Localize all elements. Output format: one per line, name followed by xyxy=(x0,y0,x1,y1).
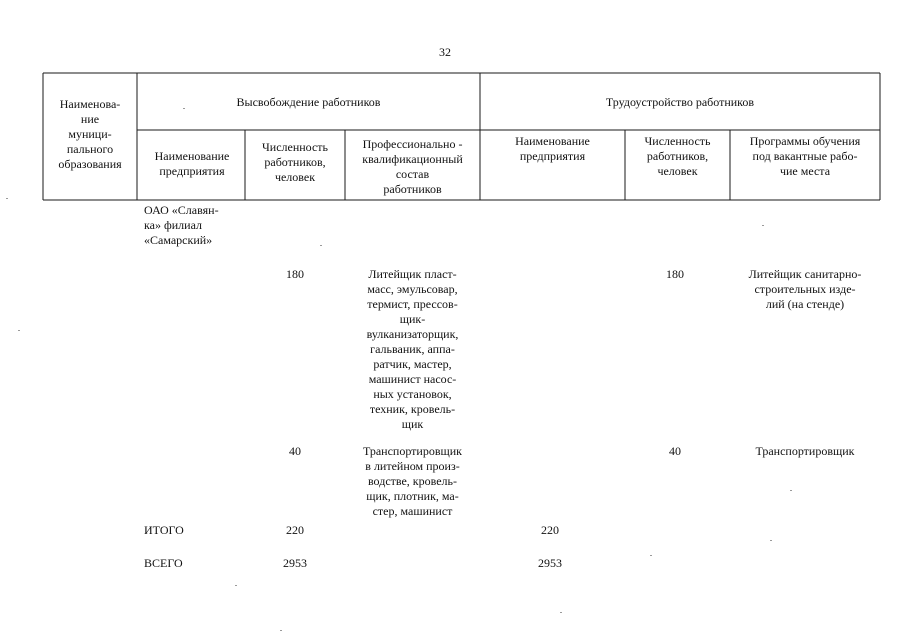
header-release-enterprise: Наименование предприятия xyxy=(154,149,230,178)
total-release-count: 220 xyxy=(286,523,304,537)
page-number: 32 xyxy=(439,45,451,59)
header-employment-program: Программы обучения под вакантные рабо- чие места xyxy=(749,134,861,178)
header-employment-count: Численность работников, человек xyxy=(644,134,711,178)
scan-speck xyxy=(320,245,322,246)
row-enterprise-name: ОАО «Славян- ка» филиал «Самарский» xyxy=(144,203,219,247)
grand-total-employment-count: 2953 xyxy=(538,556,562,570)
scan-speck xyxy=(235,585,237,586)
scan-speck xyxy=(790,490,792,491)
scan-speck xyxy=(6,198,8,199)
header-release-count: Численность работников, человек xyxy=(261,140,329,184)
grand-total-release-count: 2953 xyxy=(283,556,307,570)
scan-speck xyxy=(183,108,185,109)
row-profession: Литейщик пласт- масс, эмульсовар, термист, прессов- щик- вулканизаторщик, гальваник, аппа- ратчик, мастер, машинист насос- ных установок, техник, кровель- щик xyxy=(366,267,459,431)
total-label: ИТОГО xyxy=(144,523,184,537)
total-employment-count: 220 xyxy=(541,523,559,537)
header-municipality: Наименова- ние муници- пального образования xyxy=(58,97,122,171)
row-employment-count: 180 xyxy=(666,267,684,281)
header-employment-enterprise: Наименование предприятия xyxy=(515,134,590,163)
row-release-count: 40 xyxy=(289,444,301,458)
scan-speck xyxy=(650,555,652,556)
header-employment-group: Трудоустройство работников xyxy=(605,95,755,109)
scan-speck xyxy=(280,630,282,631)
scan-speck xyxy=(560,612,562,613)
row-release-count: 180 xyxy=(286,267,304,281)
grand-total-label: ВСЕГО xyxy=(144,556,183,570)
row-program: Транспортировщик xyxy=(755,444,855,458)
row-profession: Транспортировщик в литейном произ- водстве, кровель- щик, плотник, ма- стер, машинист xyxy=(362,444,463,518)
scan-speck xyxy=(762,225,764,226)
header-release-group: Высвобождение работников xyxy=(236,95,381,109)
scan-speck xyxy=(18,330,20,331)
scan-speck xyxy=(770,540,772,541)
row-program: Литейщик санитарно- строительных изде- лий (на стенде) xyxy=(748,267,862,311)
row-employment-count: 40 xyxy=(669,444,681,458)
header-release-profession: Профессионально - квалификационный состав работников xyxy=(362,137,463,196)
